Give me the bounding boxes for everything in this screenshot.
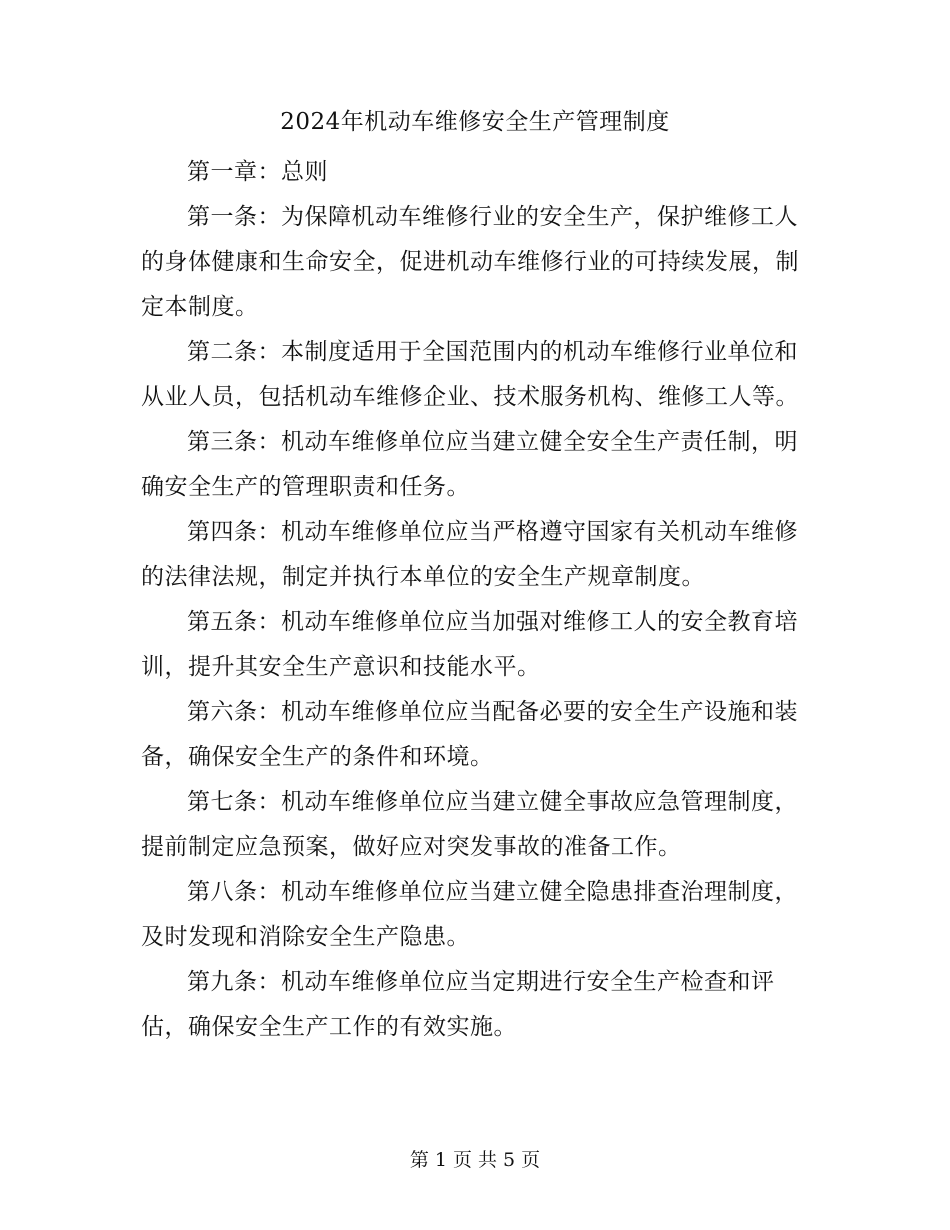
article-8: 第八条：机动车维修单位应当建立健全隐患排查治理制度，及时发现和消除安全生产隐患。 xyxy=(141,879,798,950)
article-2: 第二条：本制度适用于全国范围内的机动车维修行业单位和从业人员，包括机动车维修企业、技术服务机构、维修工人等。 xyxy=(141,339,799,410)
chapter-heading: 第一章：总则 xyxy=(187,159,328,185)
document-title: 2024年机动车维修安全生产管理制度 xyxy=(280,109,670,135)
article-6: 第六条：机动车维修单位应当配备必要的安全生产设施和装备，确保安全生产的条件和环境。 xyxy=(141,699,798,770)
article-9: 第九条：机动车维修单位应当定期进行安全生产检查和评估，确保安全生产工作的有效实施。 xyxy=(141,969,775,1040)
page-number-footer: 第 1 页 共 5 页 xyxy=(409,1149,541,1171)
article-4: 第四条：机动车维修单位应当严格遵守国家有关机动车维修的法律法规，制定并执行本单位的安全生产规章制度。 xyxy=(141,519,798,590)
article-7: 第七条：机动车维修单位应当建立健全事故应急管理制度，提前制定应急预案，做好应对突发事故的准备工作。 xyxy=(141,789,798,860)
article-5: 第五条：机动车维修单位应当加强对维修工人的安全教育培训，提升其安全生产意识和技能水平。 xyxy=(141,609,798,680)
document-body xyxy=(141,150,811,1050)
article-1: 第一条：为保障机动车维修行业的安全生产，保护维修工人的身体健康和生命安全，促进机动车维修行业的可持续发展，制定本制度。 xyxy=(141,204,799,320)
article-3: 第三条：机动车维修单位应当建立健全安全生产责任制，明确安全生产的管理职责和任务。 xyxy=(141,429,798,500)
